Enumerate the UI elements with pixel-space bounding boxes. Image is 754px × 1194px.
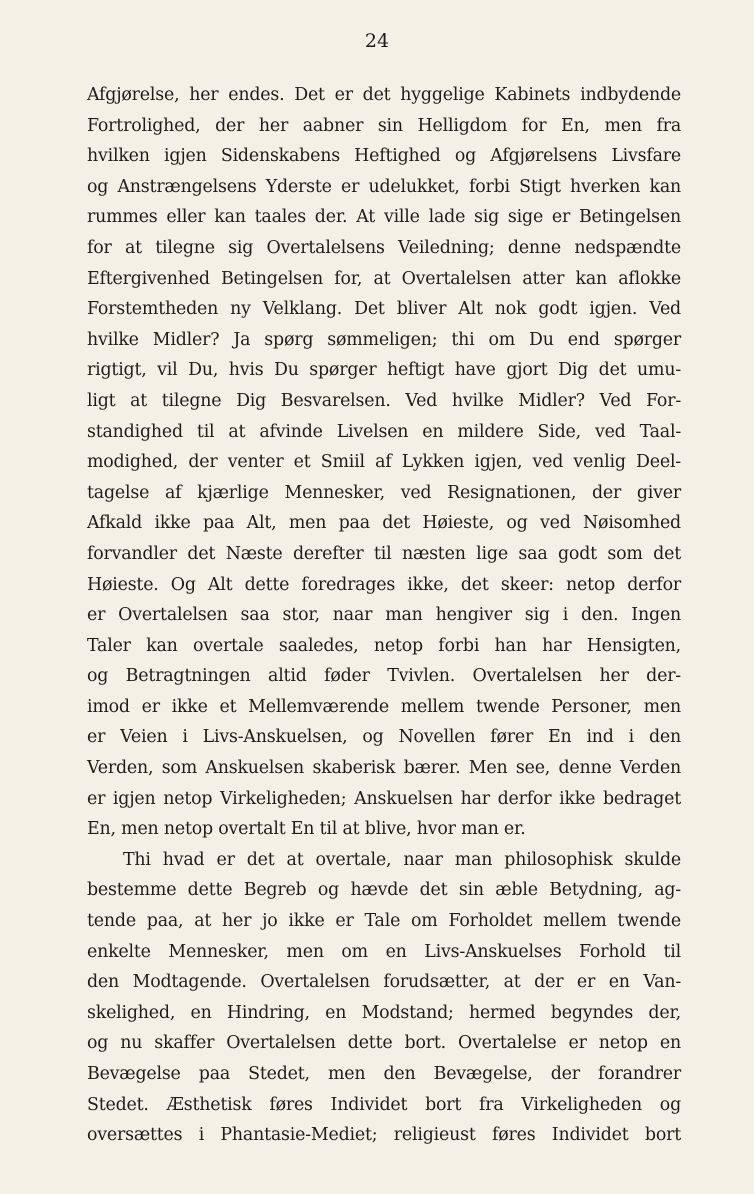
text-line: og Betragtningen altid føder Tvivlen. Overtalelsen her der- xyxy=(87,666,681,687)
text-line: hvilke Midler? Ja spørg sømmeligen; thi om Du end spørger xyxy=(87,329,681,350)
text-line: Afkald ikke paa Alt, men paa det Høieste, og ved Nøisomhed xyxy=(87,513,681,534)
text-line: imod er ikke et Mellemværende mellem twende Personer, men xyxy=(87,696,681,717)
text-line: Eftergivenhed Betingelsen for, at Overtalelsen atter kan aflokke xyxy=(87,268,681,289)
text-line: for at tilegne sig Overtalelsens Veiledning; denne nedspændte xyxy=(87,237,681,258)
text-line: modighed, der venter et Smiil af Lykken igjen, ved venlig Deel- xyxy=(87,452,681,473)
text-line: Stedet. Æsthetisk føres Individet bort fra Virkeligheden og xyxy=(87,1094,681,1115)
text-line: rummes eller kan taales der. At ville lade sig sige er Betingelsen xyxy=(87,207,681,228)
text-line: den Modtagende. Overtalelsen forudsætter, at der er en Van- xyxy=(87,972,681,993)
page-number: 24 xyxy=(364,30,390,52)
text-line: standighed til at afvinde Livelsen en mildere Side, ved Taal- xyxy=(87,421,681,442)
text-line: bestemme dette Begreb og hævde det sin æble Betydning, ag- xyxy=(87,880,681,901)
text-line: En, men netop overtalt En til at blive, hvor man er. xyxy=(87,819,526,840)
text-line: forvandler det Næste derefter til næsten lige saa godt som det xyxy=(87,543,681,564)
text-line: Bevægelse paa Stedet, men den Bevægelse, der forandrer xyxy=(87,1064,681,1084)
text-line: hvilken igjen Sidenskabens Heftighed og Afgjørelsens Livsfare xyxy=(87,146,681,167)
text-line: og nu skaffer Overtalelsen dette bort. Overtalelse er netop en xyxy=(87,1033,681,1054)
text-line: er Overtalelsen saa stor, naar man hengiver sig i den. Ingen xyxy=(87,605,681,626)
text-line: Forstemtheden ny Velklang. Det bliver Alt nok godt igjen. Ved xyxy=(87,299,681,320)
text-line: enkelte Mennesker, men om en Livs-Anskuelses Forhold til xyxy=(87,941,681,962)
text-line: skelighed, en Hindring, en Modstand; hermed begyndes der, xyxy=(87,1002,681,1023)
text-line: rigtigt, vil Du, hvis Du spørger heftigt have gjort Dig det umu- xyxy=(87,360,681,381)
text-line: tende paa, at her jo ikke er Tale om Forholdet mellem twende xyxy=(87,911,681,932)
text-line: Taler kan overtale saaledes, netop forbi han har Hensigten, xyxy=(87,635,681,656)
text-line: oversættes i Phantasie-Mediet; religieust føres Individet bort xyxy=(87,1125,681,1146)
text-line: er Veien i Livs-Anskuelsen, og Novellen fører En ind i den xyxy=(87,727,681,748)
text-line: er igjen netop Virkeligheden; Anskuelsen har derfor ikke bedraget xyxy=(87,788,681,809)
text-line: og Anstrængelsens Yderste er udelukket, forbi Stigt hverken kan xyxy=(87,176,681,197)
text-line: Fortrolighed, der her aabner sin Helligdom for En, men fra xyxy=(87,115,681,136)
text-line: Afgjørelse, her endes. Det er det hyggelige Kabinets indbydende xyxy=(87,85,681,105)
text-line: Verden, som Anskuelsen skaberisk bærer. Men see, denne Verden xyxy=(87,758,681,779)
text-line: Thi hvad er det at overtale, naar man philosophisk skulde xyxy=(123,849,681,870)
text-line: ligt at tilegne Dig Besvarelsen. Ved hvilke Midler? Ved For- xyxy=(87,390,681,411)
text-line: tagelse af kjærlige Mennesker, ved Resignationen, der giver xyxy=(87,482,681,503)
text-line: Høieste. Og Alt dette foredrages ikke, det skeer: netop derfor xyxy=(87,574,681,595)
body-text xyxy=(87,80,681,1151)
